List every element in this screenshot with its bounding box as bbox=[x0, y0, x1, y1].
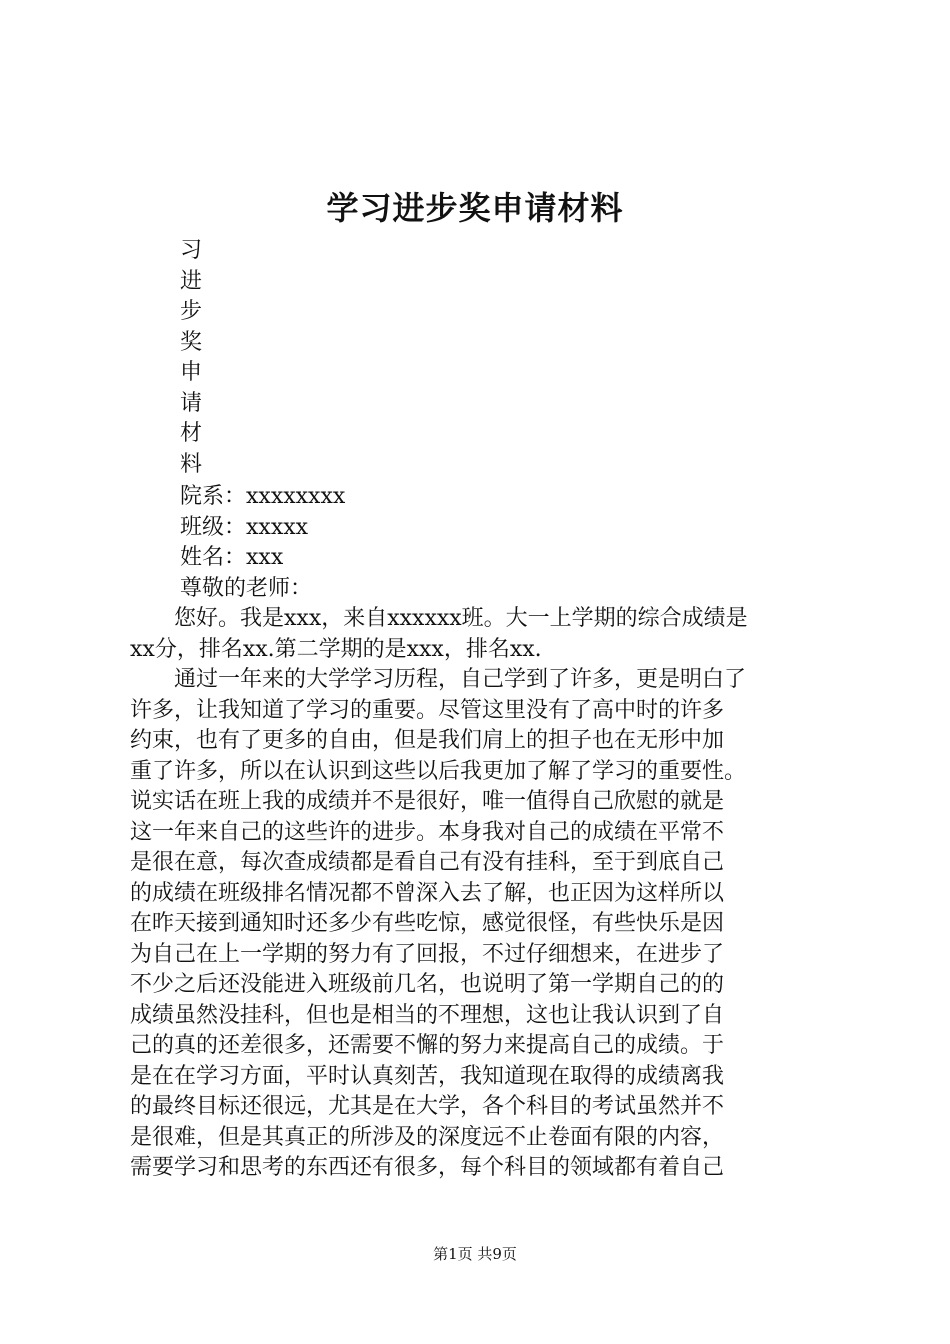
vertical-title-char: 申 bbox=[180, 360, 203, 385]
body-line: 需要学习和思考的东西还有很多，每个科目的领域都有着自己 bbox=[130, 1155, 725, 1180]
body-line: 说实话在班上我的成绩并不是很好，唯一值得自己欣慰的就是 bbox=[130, 789, 725, 814]
vertical-title-char: 请 bbox=[180, 390, 203, 416]
body-line: 是很难，但是其真正的所涉及的深度远不止卷面有限的内容， bbox=[130, 1124, 725, 1150]
vertical-title-char: 料 bbox=[180, 451, 203, 477]
class-line: 班级：xxxxx bbox=[180, 514, 309, 540]
vertical-title-char: 进 bbox=[180, 268, 203, 294]
vertical-title-char: 奖 bbox=[180, 329, 203, 355]
salutation-line: 尊敬的老师： bbox=[180, 575, 313, 601]
body-line: 在昨天接到通知时还多少有些吃惊，感觉很怪，有些快乐是因 bbox=[130, 911, 725, 936]
department-line: 院系：xxxxxxxx bbox=[180, 484, 346, 509]
body-line: xx分，排名xx.第二学期的是xxx，排名xx. bbox=[130, 636, 542, 662]
body-line: 的最终目标还很远，尤其是在大学，各个科目的考试虽然并不 bbox=[130, 1094, 725, 1119]
body-line: 重了许多，所以在认识到这些以后我更加了解了学习的重要性。 bbox=[130, 758, 747, 784]
body-line: 约束，也有了更多的自由，但是我们肩上的担子也在无形中加 bbox=[130, 728, 725, 753]
body-line: 不少之后还没能进入班级前几名，也说明了第一学期自己的的 bbox=[130, 972, 725, 997]
name-line: 姓名：xxx bbox=[180, 545, 284, 570]
vertical-title bbox=[180, 236, 220, 480]
body-line: 是很在意，每次查成绩都是看自己有没有挂科，至于到底自己 bbox=[130, 850, 725, 875]
body-line: 许多，让我知道了学习的重要。尽管这里没有了高中时的许多 bbox=[130, 697, 725, 723]
body-line: 成绩虽然没挂科，但也是相当的不理想，这也让我认识到了自 bbox=[130, 1002, 725, 1028]
body-line: 这一年来自己的这些许的进步。本身我对自己的成绩在平常不 bbox=[130, 819, 725, 845]
vertical-title-char: 步 bbox=[180, 299, 203, 324]
body-text bbox=[130, 604, 830, 1184]
vertical-title-char: 材 bbox=[180, 421, 203, 446]
document-title: 学习进步奖申请材料 bbox=[326, 189, 624, 227]
body-line: 您好。我是xxx，来自xxxxxx班。大一上学期的综合成绩是 bbox=[130, 606, 748, 631]
vertical-title-char: 习 bbox=[180, 238, 203, 263]
body-line: 通过一年来的大学学习历程，自己学到了许多，更是明白了 bbox=[130, 667, 747, 692]
body-line: 的成绩在班级排名情况都不曾深入去了解，也正因为这样所以 bbox=[130, 880, 725, 906]
body-line: 是在在学习方面，平时认真刻苦，我知道现在取得的成绩离我 bbox=[130, 1063, 725, 1089]
body-line: 己的真的还差很多，还需要不懈的努力来提高自己的成绩。于 bbox=[130, 1033, 725, 1058]
applicant-info bbox=[180, 482, 345, 604]
page-footer: 第1页 共9页 bbox=[433, 1245, 517, 1263]
body-line: 为自己在上一学期的努力有了回报，不过仔细想来，在进步了 bbox=[130, 941, 725, 967]
